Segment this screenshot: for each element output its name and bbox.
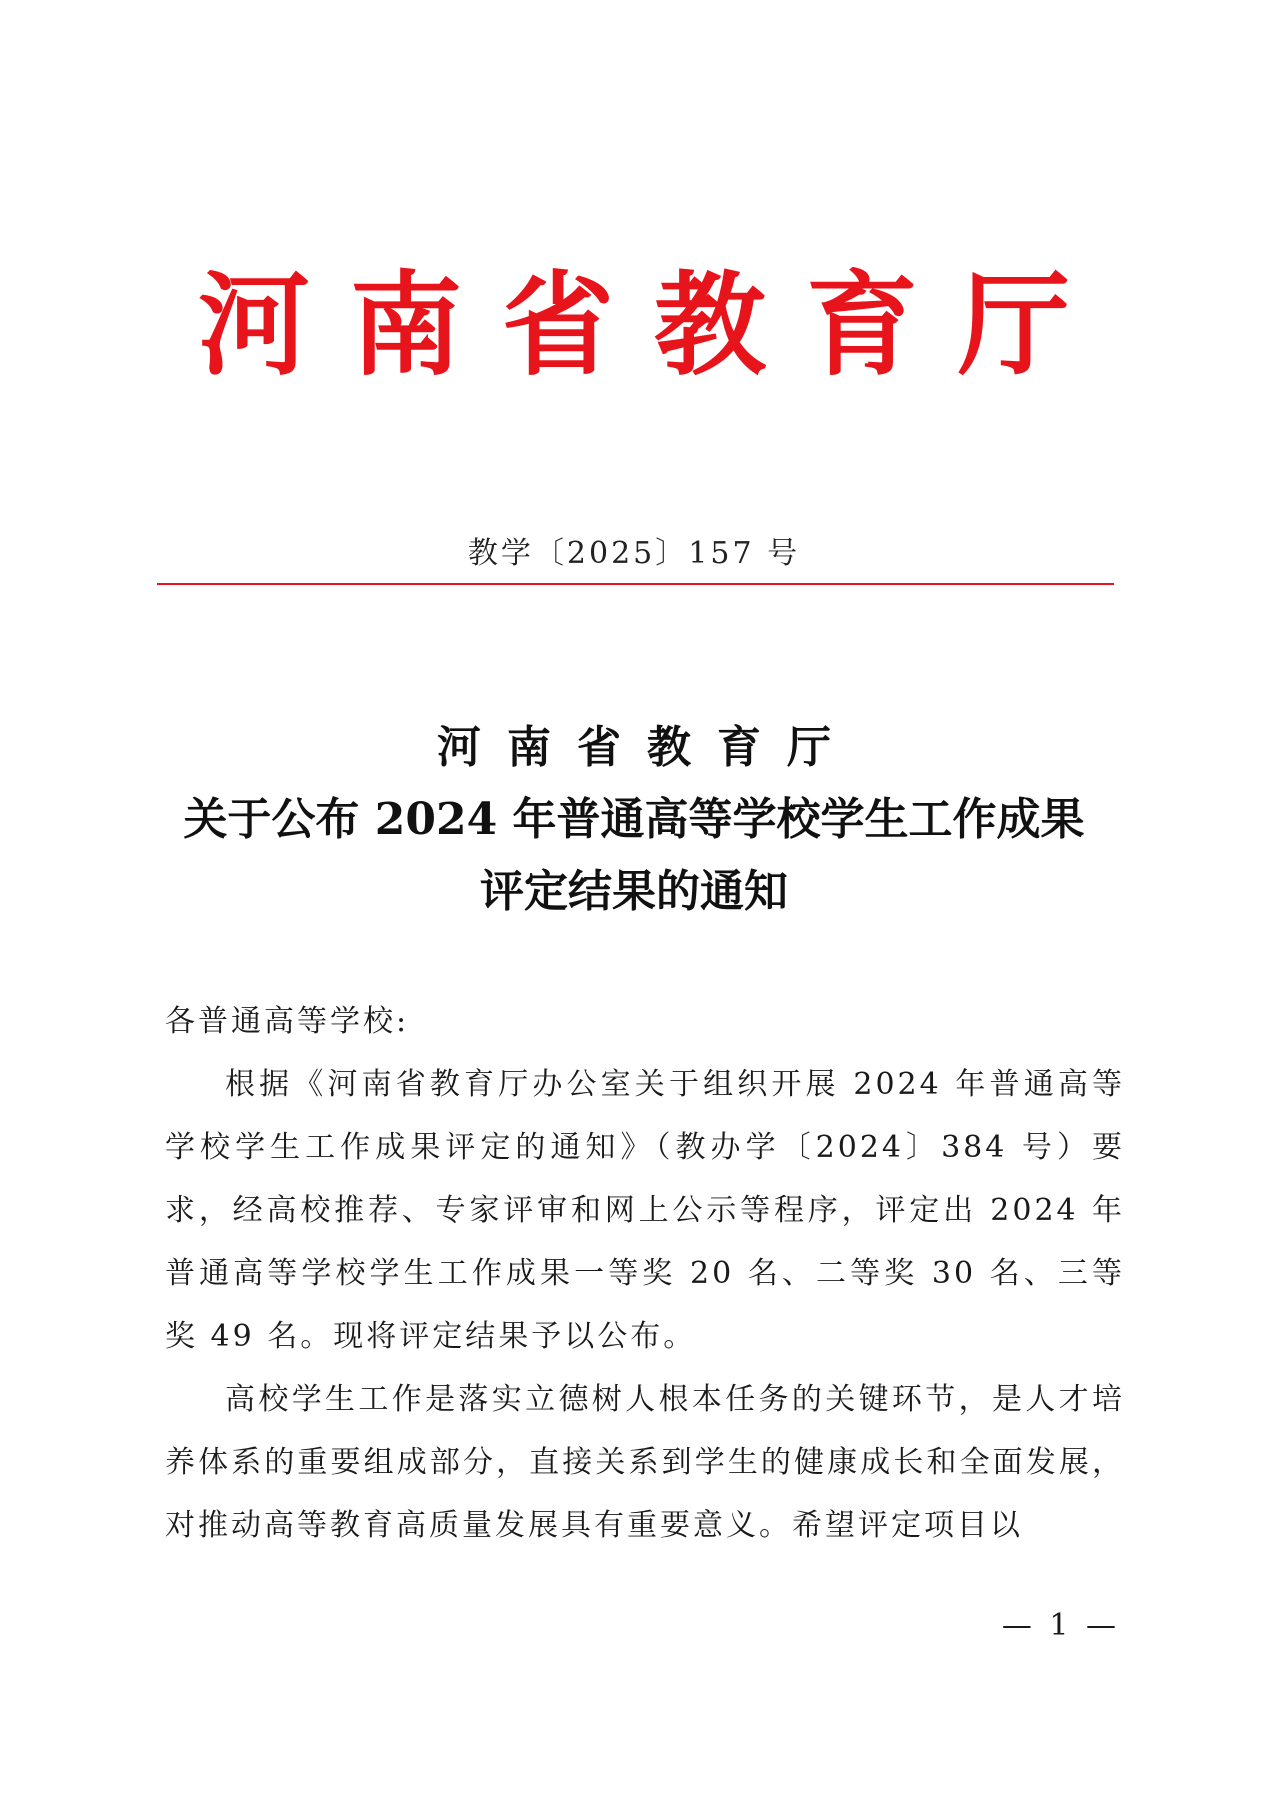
paragraph-1: 根据《河南省教育厅办公室关于组织开展 2024 年普通高等学校学生工作成果评定的通知》（教办学〔2024〕384 号）要求，经高校推荐、专家评审和网上公示等程序，评定出 2024 年普通高等学校学生工作成果一等奖 20 名、二等奖 30 名、三等奖 49 名。现将评定结果予以公布。 [165,1067,1125,1354]
title-line-subject: 关于公布 2024 年普通高等学校学生工作成果 [183,794,1085,845]
agency-header: 河南省教育厅 [198,260,1110,391]
paragraph-2: 高校学生工作是落实立德树人根本任务的关键环节，是人才培养体系的重要组成部分，直接关系到学生的健康成长和全面发展，对推动高等教育高质量发展具有重要意义。希望评定项目以 [165,1382,1125,1543]
document-body [165,990,1125,1557]
title-line-agency: 河南省教育厅 [437,722,857,773]
red-divider-line [157,583,1114,585]
document-number: 教学〔2025〕157 号 [467,536,801,571]
salutation: 各普通高等学校: [165,1004,410,1039]
page-number: — 1 — [1001,1608,1120,1643]
title-line-notice: 评定结果的通知 [480,866,788,917]
document-title [0,712,1268,928]
